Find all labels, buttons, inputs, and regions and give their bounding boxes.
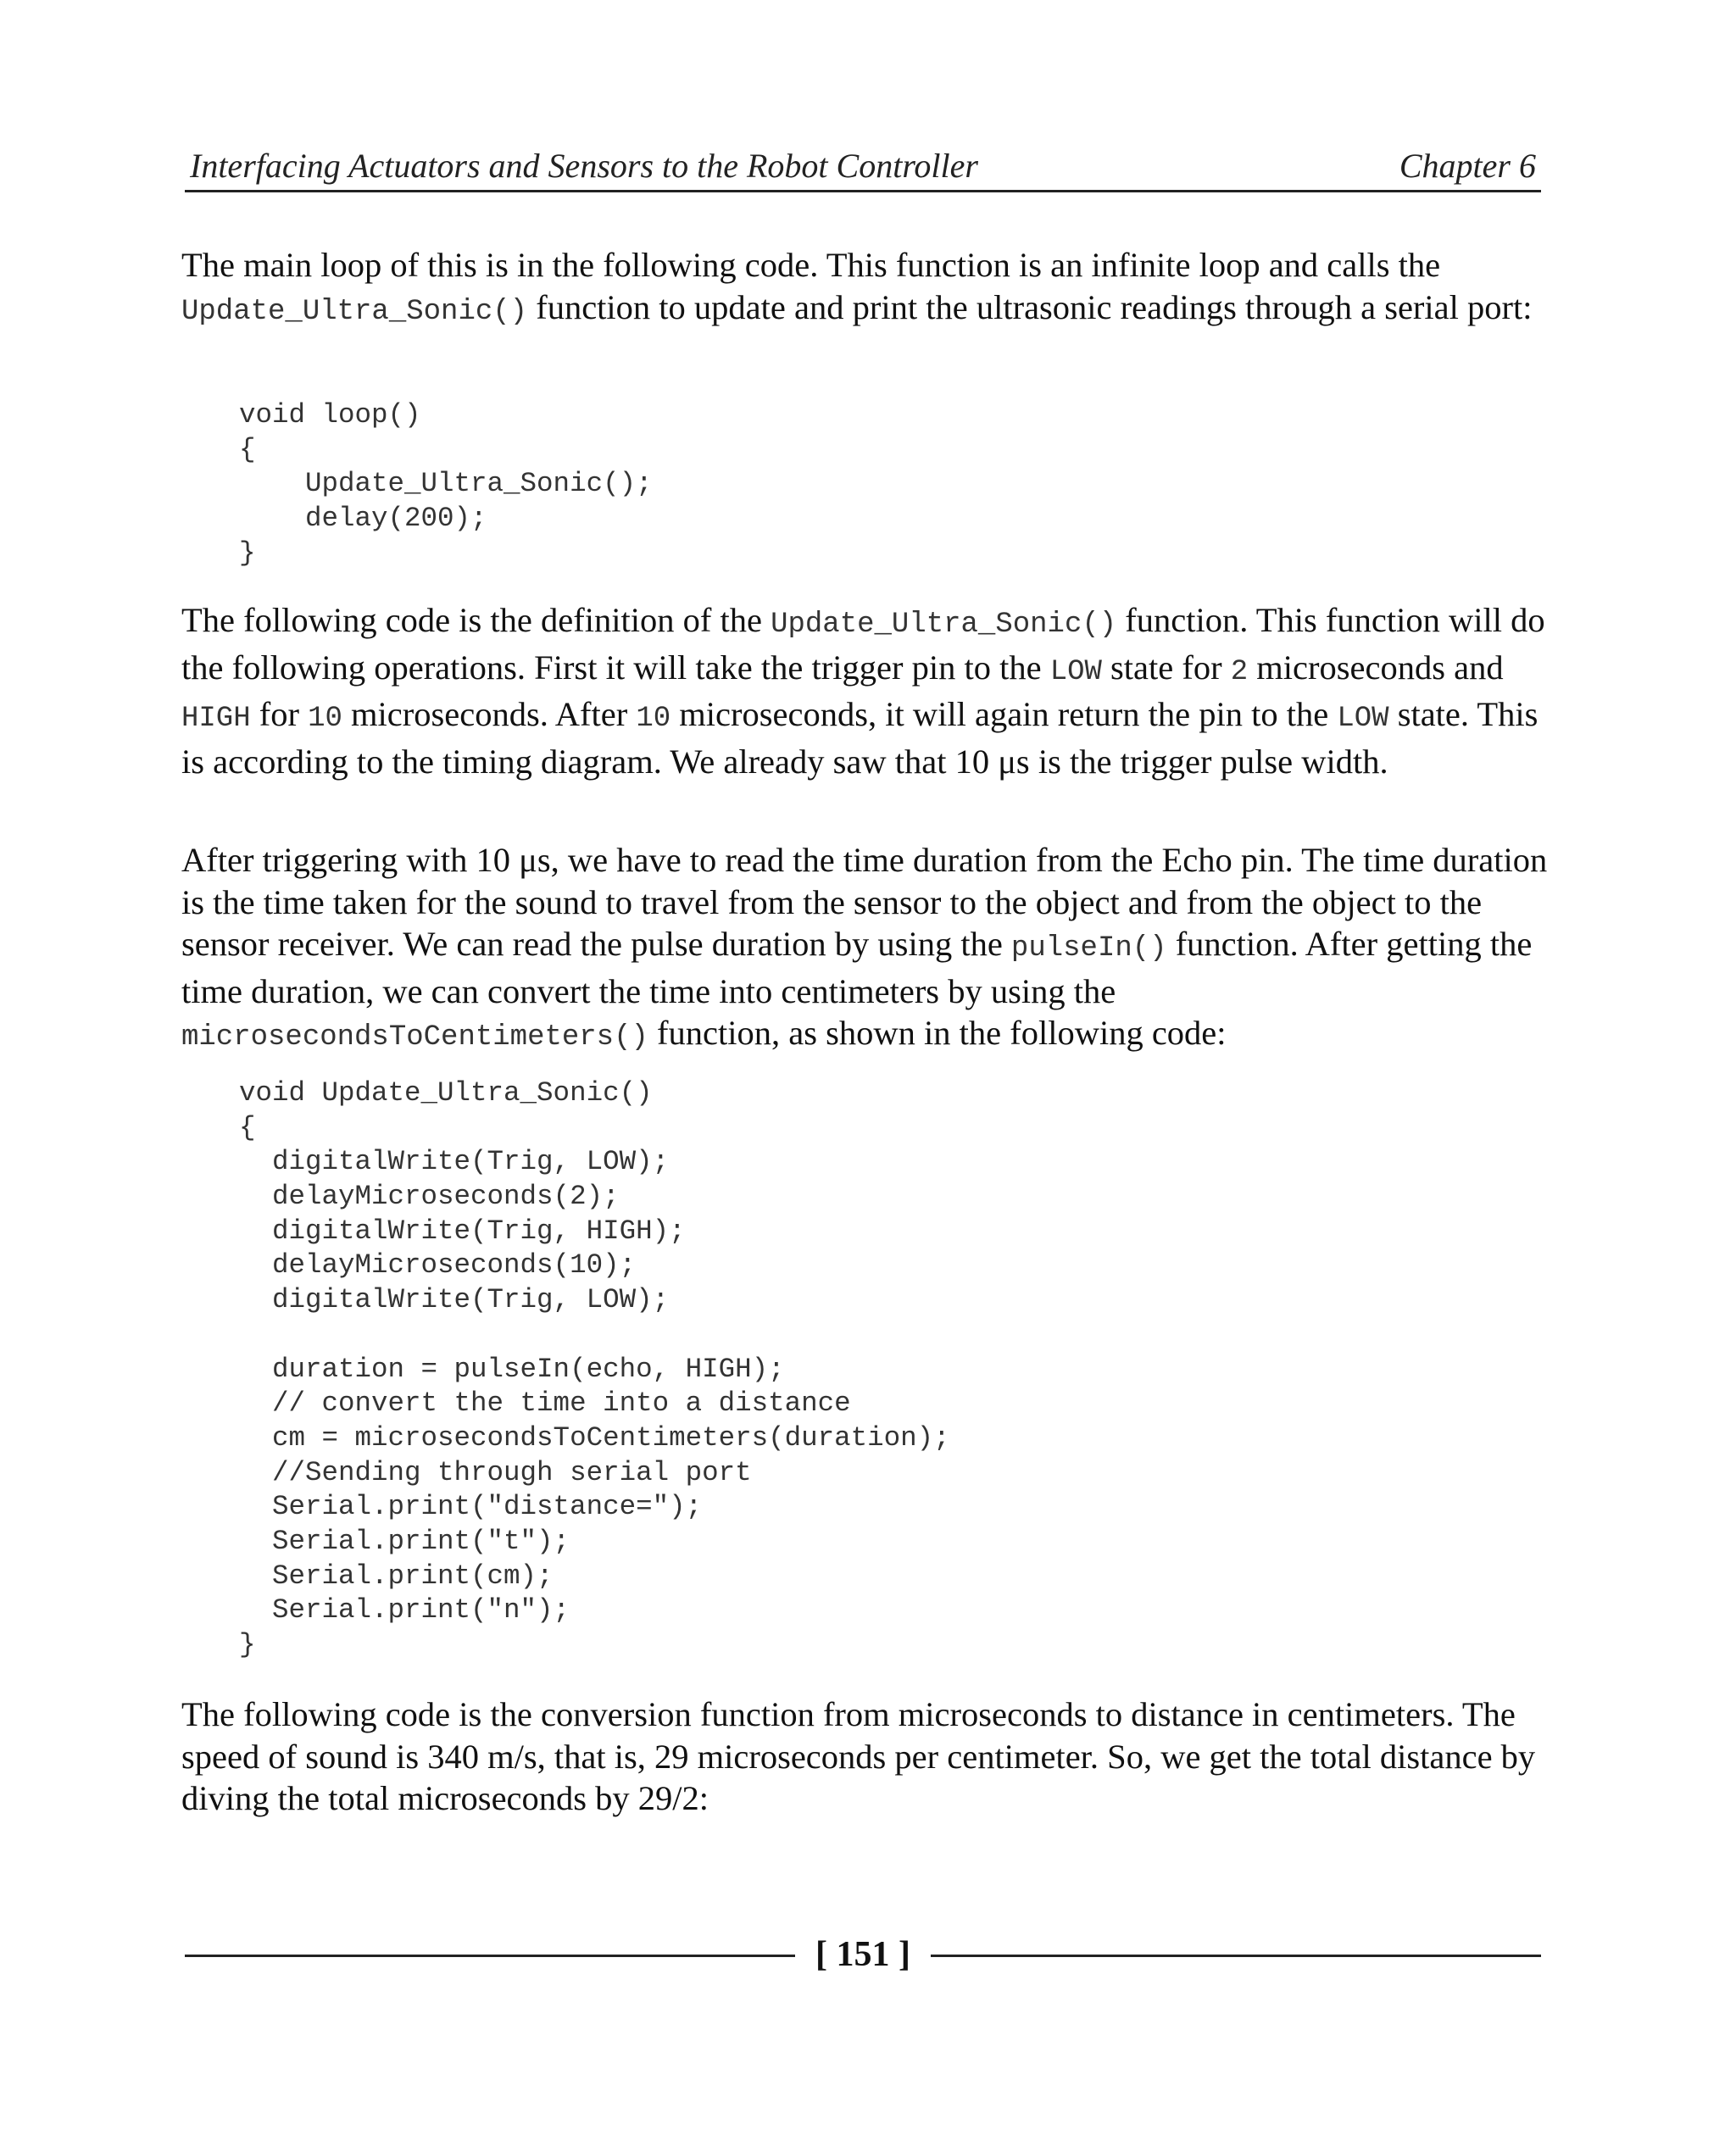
footer-rule-left: [185, 1955, 795, 1957]
inline-code: 10: [308, 703, 342, 735]
code-line: void loop(): [239, 399, 421, 431]
inline-code: 2: [1230, 655, 1249, 688]
inline-code: Update_Ultra_Sonic(): [771, 609, 1117, 641]
paragraph-update-definition: [181, 599, 1555, 782]
code-line: //Sending through serial port: [239, 1456, 752, 1488]
paragraph-echo-duration: [181, 839, 1555, 1059]
inline-code: LOW: [1049, 655, 1102, 688]
page-footer: [185, 1931, 1541, 1982]
code-line: void Update_Ultra_Sonic(): [239, 1077, 653, 1109]
paragraph-main-loop: [181, 244, 1555, 333]
text-run: After triggering with 10 μs, we have to read the time duration from the Echo pin. The time duration is the time taken for the sound to travel from the sensor to the object and from the object to the sensor receiver. We can read the pulse duration by using the: [181, 841, 1548, 963]
paragraph-conversion: [181, 1693, 1555, 1820]
inline-code: 10: [636, 703, 671, 735]
code-line: cm = microsecondsToCentimeters(duration);: [239, 1421, 950, 1454]
code-line: duration = pulseIn(echo, HIGH);: [239, 1353, 785, 1385]
text-run: The following code is the conversion function from microseconds to distance in centimeters. The speed of sound is 340 m/s, that is, 29 microseconds per centimeter. So, we get the total distance by diving the total microseconds by 29/2:: [181, 1695, 1536, 1817]
text-run: microseconds. After: [342, 695, 637, 733]
inline-code: LOW: [1337, 703, 1389, 735]
inline-code: pulseIn(): [1010, 932, 1167, 965]
code-block-update-ultrasonic: [239, 1076, 950, 1663]
code-line: Serial.print("n");: [239, 1594, 570, 1627]
code-line: Serial.print(cm);: [239, 1560, 554, 1592]
running-header: [185, 142, 1541, 190]
text-run: microseconds, it will again return the pin to the: [670, 695, 1338, 733]
text-run: state. This is according to the timing diagram. We already saw that 10 μs is the trigger pulse width.: [181, 695, 1538, 781]
text-run: function to update and print the ultrasonic readings through a serial port:: [527, 287, 1533, 326]
inline-code: HIGH: [181, 703, 251, 735]
code-line: }: [239, 537, 256, 569]
code-line: Serial.print("t");: [239, 1525, 570, 1557]
code-line: digitalWrite(Trig, HIGH);: [239, 1215, 686, 1247]
code-line: delay(200);: [239, 503, 487, 535]
inline-code: Update_Ultra_Sonic(): [181, 295, 528, 328]
code-line: digitalWrite(Trig, LOW);: [239, 1146, 670, 1178]
code-line: Serial.print("distance=");: [239, 1491, 703, 1523]
text-run: The main loop of this is in the following code. This function is an infinite loop and calls the: [181, 246, 1441, 284]
code-line: {: [239, 1111, 256, 1143]
footer-rule-right: [931, 1955, 1541, 1957]
code-line: delayMicroseconds(2);: [239, 1181, 620, 1213]
page-number: [ 151 ]: [815, 1935, 910, 1974]
code-line-blank: [239, 1318, 950, 1353]
running-head-title: Interfacing Actuators and Sensors to the Robot Controller: [190, 147, 978, 185]
header-rule: [185, 190, 1541, 192]
code-block-loop: [239, 398, 653, 570]
text-run: microseconds and: [1248, 648, 1504, 687]
text-run: The following code is the definition of the: [181, 601, 771, 639]
text-run: function. This function will do the following operations. First it will take the trigger pin to the: [181, 601, 1545, 687]
text-run: function. After getting the time duration, we can convert the time into centimeters by using the: [181, 925, 1533, 1010]
text-run: function, as shown in the following code:: [648, 1014, 1227, 1052]
inline-code: microsecondsToCentimeters(): [181, 1021, 648, 1054]
text-run: state for: [1101, 648, 1231, 687]
code-line: }: [239, 1629, 256, 1660]
code-line: delayMicroseconds(10);: [239, 1249, 637, 1282]
code-line: // convert the time into a distance: [239, 1387, 851, 1420]
code-line: {: [239, 433, 256, 465]
running-head-chapter: Chapter 6: [1399, 147, 1536, 185]
code-line: digitalWrite(Trig, LOW);: [239, 1284, 670, 1316]
text-run: for: [250, 695, 309, 733]
code-line: Update_Ultra_Sonic();: [239, 468, 653, 500]
